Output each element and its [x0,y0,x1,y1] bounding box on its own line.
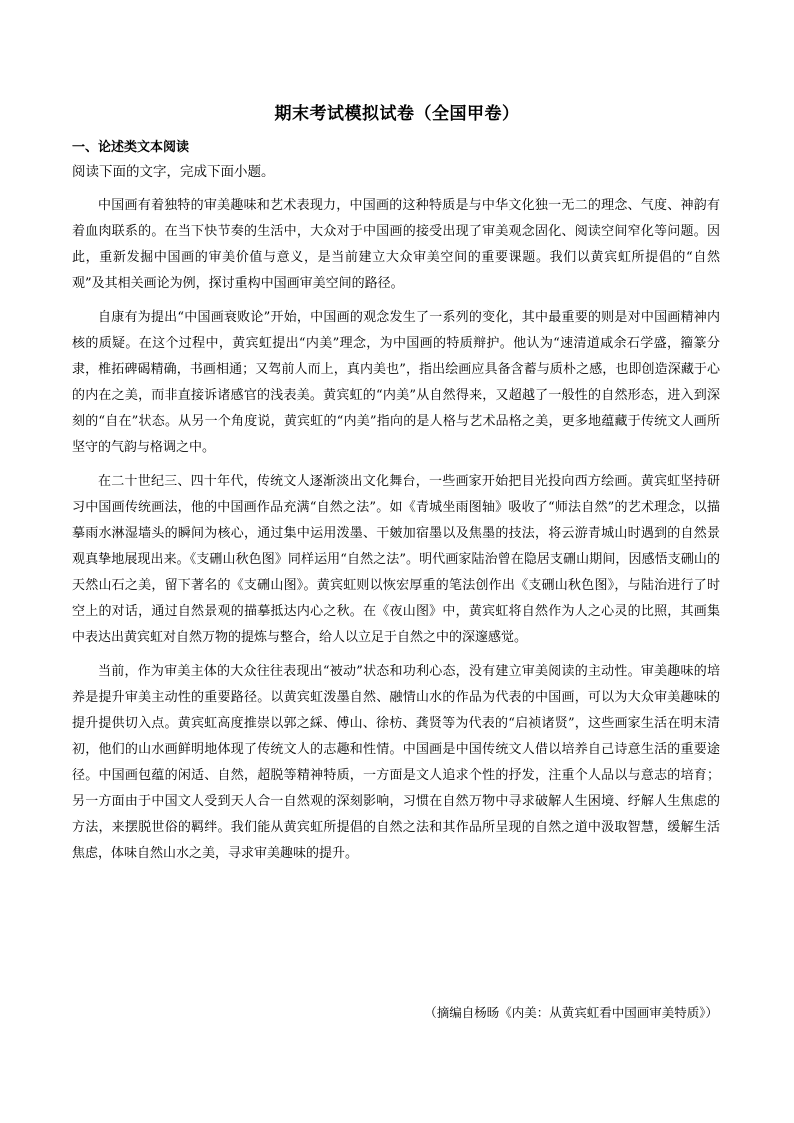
page-title: 期末考试模拟试卷（全国甲卷） [274,104,520,124]
paragraph-2: 自康有为提出“中国画衰败论”开始，中国画的观念发生了一系列的变化，其中最重要的则是对中国画精神内核的质疑。在这个过程中，黄宾虹提出“内美”理念，为中国画的特质辩护。他认为“速清道咸余石学盛，籀篆分隶，椎拓碑碣精确，书画相通；又驾前人而上，真内美也”，指出绘画应具备含蓄与质朴之感，也即创造深藏于心的内在之美，而非直接诉诸感官的浅表美。黄宾虹的“内美”从自然得来，又超越了一般性的自然形态，进入到深刻的“自在”状态。从另一个角度说，黄宾虹的“内美”指向的是人格与艺术品格之美，更多地蕴藏于传统文人画所坚守的气韵与格调之中。 [72,310,720,455]
paragraph-1: 中国画有着独特的审美趣味和艺术表现力，中国画的这种特质是与中华文化独一无二的理念、气度、神韵有着血肉联系的。在当下快节奏的生活中，大众对于中国画的接受出现了审美观念固化、阅读空间窄化等问题。因此，重新发掘中国画的审美价值与意义，是当前建立大众审美空间的重要课题。我们以黄宾虹所提倡的“自然观”及其相关画论为例，探讨重构中国画审美空间的路径。 [72,198,720,291]
paragraph-3: 在二十世纪三、四十年代，传统文人逐渐淡出文化舞台，一些画家开始把目光投向西方绘画。黄宾虹坚持研习中国画传统画法，他的中国画作品充满“自然之法”。如《青城坐雨图轴》吸收了“师法自然”的艺术理念，以描摹雨水淋湿墙头的瞬间为核心，通过集中运用泼墨、干皴加宿墨以及焦墨的技法，将云游青城山时遇到的自然景观真挚地展现出来。《支硎山秋色图》同样运用“自然之法”。明代画家陆治曾在隐居支硎山期间，因感悟支硎山的天然山石之美，留下著名的《支硎山图》。黄宾虹则以恢宏厚重的笔法创作出《支硎山秋色图》，与陆治进行了时空上的对话，通过自然景观的描摹抵达内心之秋。在《夜山图》中，黄宾虹将自然作为人之心灵的比照，其画集中表达出黄宾虹对自然万物的提炼与整合，给人以立足于自然之中的深邃感觉。 [72,474,720,645]
reading-instruction: 阅读下面的文字，完成下面小题。 [72,164,275,180]
section-heading: 一、论述类文本阅读 [72,140,190,155]
paragraph-4: 当前，作为审美主体的大众往往表现出“被动”状态和功利心态，没有建立审美阅读的主动性。审美趣味的培养是提升审美主动性的重要路径。以黄宾虹泼墨自然、融情山水的作品为代表的中国画，可以为大众审美趣味的提升提供切入点。黄宾虹高度推崇以郭之綵、傅山、徐枋、龚贤等为代表的“启祯诸贤”，这些画家生活在明末清初，他们的山水画鲜明地体现了传统文人的志趣和性情。中国画是中国传统文人借以培养自己诗意生活的重要途径。中国画包蕴的闲适、自然，超脱等精神特质，一方面是文人追求个性的抒发，注重个人品以与意志的培育；另一方面由于中国文人受到天人合一自然观的深刻影响，习惯在自然万物中寻求破解人生困境、纾解人生焦虑的方法，来摆脱世俗的羁绊。我们能从黄宾虹所提倡的自然之法和其作品所呈现的自然之道中汲取智慧，缓解生活焦虑，体味自然山水之美，寻求审美趣味的提升。 [72,664,720,861]
source-citation: （摘编自杨旸《内美：从黄宾虹看中国画审美特质》） [424,1005,718,1020]
article-body [72,193,720,875]
